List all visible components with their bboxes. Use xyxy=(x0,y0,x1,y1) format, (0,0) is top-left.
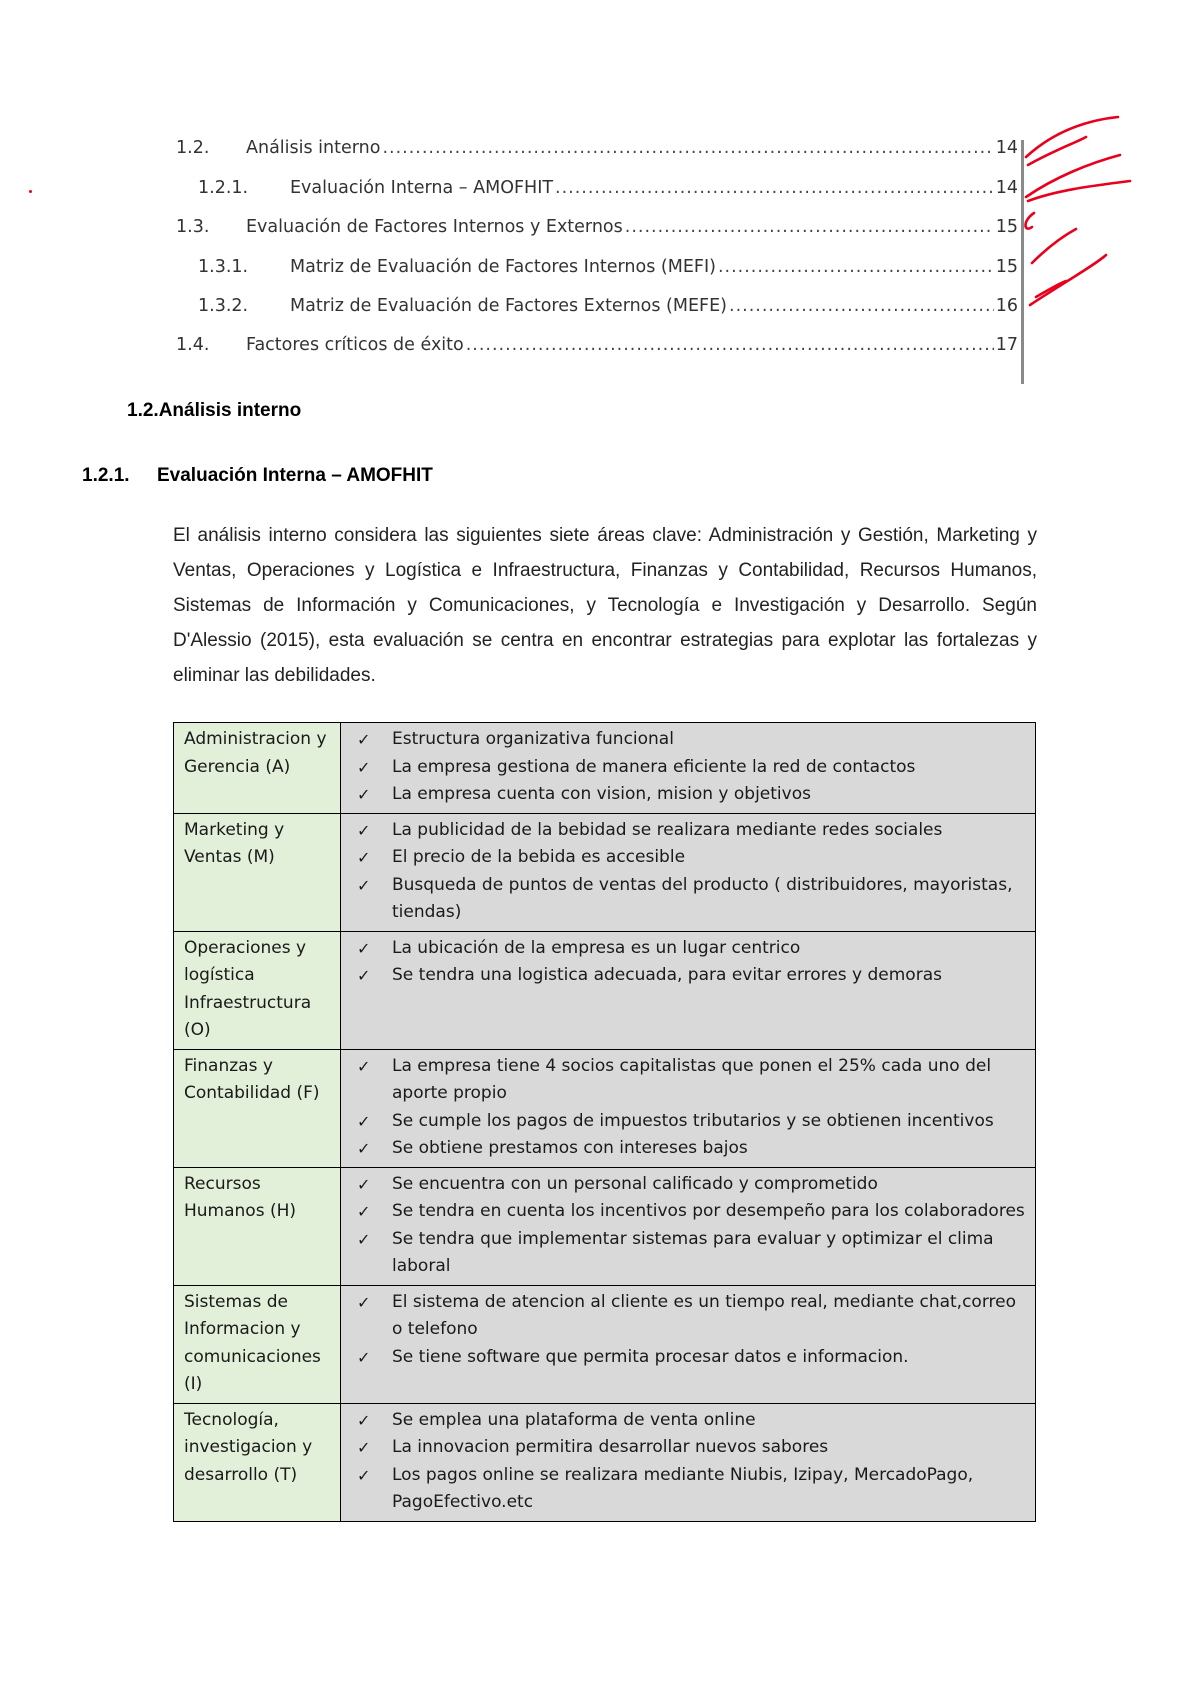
section-heading: 1.2.Análisis interno xyxy=(127,400,302,421)
area-name-cell: Recursos Humanos (H) xyxy=(174,1167,341,1285)
item-text: Se emplea una plataforma de venta online xyxy=(392,1409,756,1430)
toc-page: 15 xyxy=(995,217,1018,237)
toc-page: 15 xyxy=(995,257,1018,277)
toc-page: 16 xyxy=(995,296,1018,316)
list-item xyxy=(141,726,1027,754)
list-item xyxy=(141,1108,1027,1136)
area-items-cell xyxy=(341,1403,1036,1521)
item-text: Se cumple los pagos de impuestos tributarios y se obtienen incentivos xyxy=(392,1110,994,1131)
items-list xyxy=(341,1289,1027,1372)
items-list xyxy=(341,726,1027,809)
list-item xyxy=(141,1226,1027,1281)
list-item xyxy=(141,1171,1027,1199)
checkmark-icon: ✓ xyxy=(357,1410,371,1430)
area-items-cell xyxy=(341,723,1036,814)
table-row xyxy=(174,723,1036,814)
items-list xyxy=(341,1407,1027,1517)
body-paragraph: El análisis interno considera las siguientes siete áreas clave: Administración y Gestión, Marketing y Ventas, Operaciones y Logística e Infraestructura, Finanzas y Contabilidad, Recursos Humanos, Sistemas de Información y Comunicaciones, y Tecnología e Investigación y Desarrollo. Según D'Alessio (2015), esta evaluación se centra en encontrar estrategias para explotar las fortalezas y eliminar las debilidades. xyxy=(173,525,1037,686)
toc-number: 1.3.2. xyxy=(198,296,249,316)
toc-title: Factores críticos de éxito xyxy=(246,335,464,355)
item-text: Se obtiene prestamos con intereses bajos xyxy=(392,1138,748,1158)
toc-leader xyxy=(625,217,994,237)
checkmark-icon: ✓ xyxy=(357,1347,371,1367)
checkmark-icon: ✓ xyxy=(357,1056,371,1076)
items-list xyxy=(341,1171,1027,1281)
area-items-cell xyxy=(341,1285,1036,1403)
stray-red-dot xyxy=(29,190,32,193)
toc-leader xyxy=(382,138,993,158)
list-item xyxy=(141,1289,1027,1344)
table-row xyxy=(174,1049,1036,1167)
checkmark-icon: ✓ xyxy=(357,820,371,840)
list-item xyxy=(141,754,1027,782)
toc-leader xyxy=(555,178,994,198)
item-text: Estructura organizativa funcional xyxy=(392,729,674,749)
toc-number: 1.4. xyxy=(176,335,210,355)
toc-number: 1.2. xyxy=(176,138,210,158)
area-name-cell: Marketing y Ventas (M) xyxy=(174,813,341,931)
checkmark-icon: ✓ xyxy=(357,785,371,804)
toc-title: Matriz de Evaluación de Factores Externos (MEFE) xyxy=(290,296,727,316)
toc-leader xyxy=(466,335,994,355)
list-item xyxy=(141,1198,1027,1226)
checkmark-icon: ✓ xyxy=(357,1202,371,1221)
subsection-title: Evaluación Interna – AMOFHIT xyxy=(157,465,433,486)
list-item xyxy=(141,1135,1027,1163)
list-item xyxy=(141,872,1027,927)
table-row xyxy=(174,1167,1036,1285)
item-text: La empresa gestiona de manera eficiente la red de contactos xyxy=(392,756,916,777)
toc-leader xyxy=(729,296,994,316)
items-list xyxy=(341,817,1027,927)
area-items-cell xyxy=(341,1167,1036,1285)
subsection-heading xyxy=(82,465,433,487)
toc-title: Matriz de Evaluación de Factores Internos (MEFI) xyxy=(290,257,716,277)
table-row xyxy=(174,813,1036,931)
item-text: La ubicación de la empresa es un lugar centrico xyxy=(392,937,801,958)
toc-leader xyxy=(718,257,994,277)
item-text: Busqueda de puntos de ventas del producto ( distribuidores, mayoristas, tiendas) xyxy=(392,874,1013,922)
item-text: El precio de la bebida es accesible xyxy=(392,847,686,867)
amofhit-table xyxy=(173,722,1036,1522)
list-item xyxy=(141,1434,1027,1462)
checkmark-icon: ✓ xyxy=(357,966,371,985)
toc-title: Análisis interno xyxy=(246,138,381,158)
item-text: Se tendra en cuenta los incentivos por desempeño para los colaboradores xyxy=(392,1201,1025,1221)
item-text: La empresa tiene 4 socios capitalistas que ponen el 25% cada uno del aporte propio xyxy=(392,1055,992,1103)
item-text: Se tendra que implementar sistemas para evaluar y optimizar el clima laboral xyxy=(392,1228,994,1276)
list-item xyxy=(141,844,1027,872)
checkmark-icon: ✓ xyxy=(357,1438,371,1457)
toc-entry[interactable] xyxy=(176,335,1018,365)
area-name-cell: Tecnología, investigacion y desarrollo (T) xyxy=(174,1403,341,1521)
checkmark-icon: ✓ xyxy=(357,1465,371,1485)
item-text: Se encuentra con un personal calificado y comprometido xyxy=(392,1173,878,1194)
area-items-cell xyxy=(341,1049,1036,1167)
checkmark-icon: ✓ xyxy=(357,757,371,777)
toc-page: 14 xyxy=(995,138,1018,158)
red-pen-marks xyxy=(1020,105,1135,315)
list-item xyxy=(141,1344,1027,1372)
checkmark-icon: ✓ xyxy=(357,730,371,749)
list-item xyxy=(141,962,1027,990)
checkmark-icon: ✓ xyxy=(357,848,371,867)
checkmark-icon: ✓ xyxy=(357,1292,371,1312)
toc-title: Evaluación Interna – AMOFHIT xyxy=(290,178,554,198)
area-name-cell: Administracion y Gerencia (A) xyxy=(174,723,341,814)
items-list xyxy=(341,935,1027,990)
checkmark-icon: ✓ xyxy=(357,1111,371,1131)
area-items-cell xyxy=(341,813,1036,931)
area-items-cell xyxy=(341,931,1036,1049)
table-row xyxy=(174,1403,1036,1521)
toc-entry[interactable] xyxy=(198,257,1018,287)
checkmark-icon: ✓ xyxy=(357,938,371,958)
area-name-cell: Operaciones y logística Infraestructura (O) xyxy=(174,931,341,1049)
subsection-number: 1.2.1. xyxy=(82,465,130,486)
toc-page: 17 xyxy=(995,335,1018,355)
list-item xyxy=(141,1407,1027,1435)
list-item xyxy=(141,781,1027,809)
item-text: La empresa cuenta con vision, mision y objetivos xyxy=(392,784,811,804)
area-name-cell: Finanzas y Contabilidad (F) xyxy=(174,1049,341,1167)
item-text: La innovacion permitira desarrollar nuevos sabores xyxy=(392,1437,829,1457)
toc-number: 1.2.1. xyxy=(198,178,249,198)
toc-number: 1.3.1. xyxy=(198,257,249,277)
table-row xyxy=(174,931,1036,1049)
item-text: Se tendra una logistica adecuada, para evitar errores y demoras xyxy=(392,965,942,985)
list-item xyxy=(141,935,1027,963)
toc-page: 14 xyxy=(995,178,1018,198)
item-text: La publicidad de la bebidad se realizara mediante redes sociales xyxy=(392,819,943,840)
item-text: Se tiene software que permita procesar datos e informacion. xyxy=(392,1346,909,1367)
toc-entry[interactable] xyxy=(176,138,1018,168)
item-text: El sistema de atencion al cliente es un tiempo real, mediante chat,correo o telefono xyxy=(392,1291,1017,1339)
items-list xyxy=(341,1053,1027,1163)
toc-number: 1.3. xyxy=(176,217,210,237)
toc-entry[interactable] xyxy=(198,296,1018,326)
list-item xyxy=(141,1053,1027,1108)
list-item xyxy=(141,1462,1027,1517)
checkmark-icon: ✓ xyxy=(357,1139,371,1158)
checkmark-icon: ✓ xyxy=(357,1174,371,1194)
area-name-cell: Sistemas de Informacion y comunicaciones (I) xyxy=(174,1285,341,1403)
table-row xyxy=(174,1285,1036,1403)
item-text: Los pagos online se realizara mediante Niubis, Izipay, MercadoPago, PagoEfectivo.etc xyxy=(392,1464,974,1512)
checkmark-icon: ✓ xyxy=(357,1229,371,1249)
toc-title: Evaluación de Factores Internos y Externos xyxy=(246,217,623,237)
toc-entry[interactable] xyxy=(198,178,1018,208)
checkmark-icon: ✓ xyxy=(357,875,371,895)
toc-entry[interactable] xyxy=(176,217,1018,247)
list-item xyxy=(141,817,1027,845)
